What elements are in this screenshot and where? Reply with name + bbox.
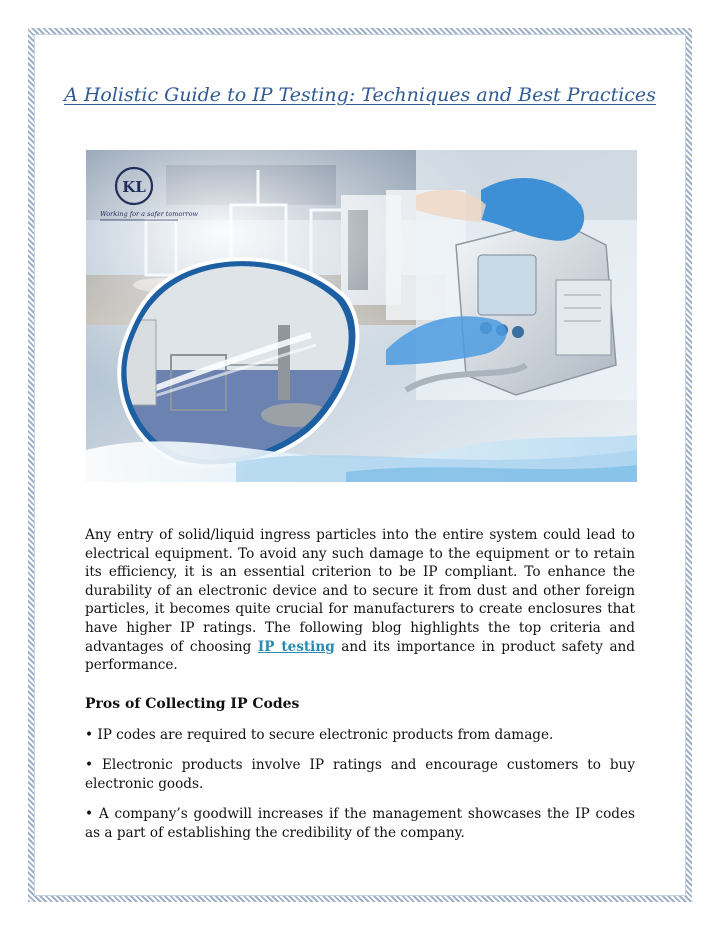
bullet-item: • Electronic products involve IP ratings and encourage customers to buy electronic goods. <box>85 757 635 792</box>
hero-image <box>86 150 637 482</box>
logo-tagline: Working for a safer tomorrow <box>100 210 199 218</box>
ip-testing-link[interactable]: IP testing <box>257 638 335 655</box>
bullet-item: • IP codes are required to secure electronic products from damage. <box>85 727 554 743</box>
intro-text-before: Any entry of solid/liquid ingress particles into the entire system could lead to electrical equipment. To avoid any such damage to the equipment or to retain its efficiency, it is an essential criterion to be IP compliant. To enhance the durability of an electronic device and to secure it from dust and other foreign particles, it becomes quite crucial for manufacturers to create enclosures that have higher IP ratings. The following blog highlights the top criteria and advantages of choosing <box>85 527 635 655</box>
page-title: A Holistic Guide to IP Testing: Techniques and Best Practices <box>64 84 656 106</box>
intro-paragraph <box>85 526 635 675</box>
logo-initials: KL <box>122 178 146 196</box>
bullet-item: • A company’s goodwill increases if the management showcases the IP codes as a part of establishing the credibility of the company. <box>85 806 635 841</box>
meter-device <box>456 220 616 395</box>
intro-text-after: and its importance in product safety and performance. <box>85 638 636 674</box>
section-heading: Pros of Collecting IP Codes <box>85 696 300 712</box>
